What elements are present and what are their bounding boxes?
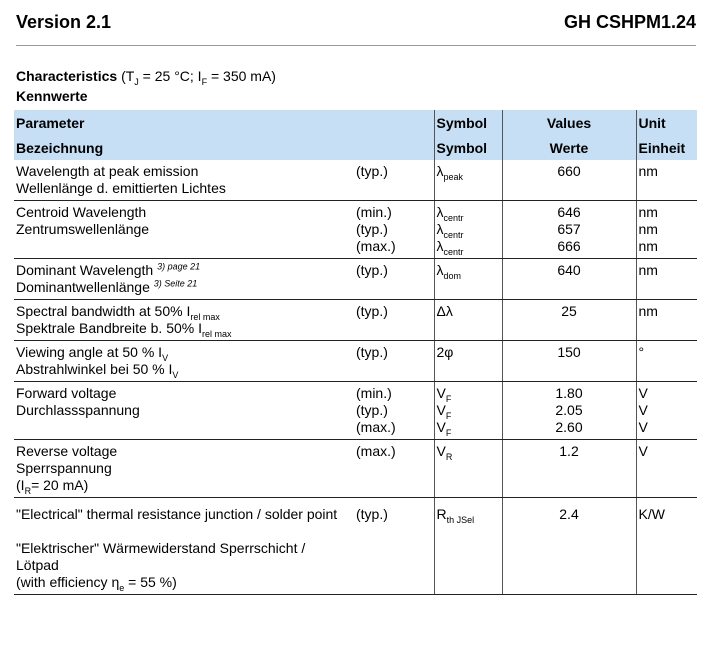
param-cell: "Electrical" thermal resistance junction / solder point "Elektrischer" Wärmewiderstand Sperrschicht / Lötpad (with efficiency $\eta_e = 55$ %) — [14, 498, 354, 595]
header-bezeichnung: Bezeichnung — [14, 135, 434, 160]
table-row — [14, 160, 697, 201]
unit-cell: nm — [636, 259, 697, 300]
unit-cell: V — [636, 440, 697, 498]
param-cell: Forward voltage Durchlassspannung — [14, 382, 354, 440]
characteristics-table — [14, 110, 697, 595]
symbol-cell: 2φ — [434, 341, 502, 382]
header-symbol-de: Symbol — [434, 135, 502, 160]
table-row — [14, 382, 697, 440]
value-cell: 1.80 2.05 2.60 — [502, 382, 636, 440]
cond-cell: (min.) (typ.) (max.) — [354, 382, 434, 440]
symbol-cell: $R_{th JSel}$ — [434, 498, 502, 595]
header-parameter: Parameter — [14, 110, 434, 135]
page-header — [16, 12, 696, 36]
section-subtitle: Kennwerte — [16, 88, 88, 104]
param-cell: Wavelength at peak emission Wellenlänge d. emittierten Lichtes — [14, 160, 354, 201]
param-cell: Reverse voltage Sperrspannung ($I_R= 20$ mA) — [14, 440, 354, 498]
part-number: GH CSHPM1.24 — [563, 12, 696, 32]
cond-cell: (typ.) — [354, 160, 434, 201]
value-cell: 646 657 666 — [502, 201, 636, 259]
symbol-cell: $V_R$ — [434, 440, 502, 498]
cond-cell: (min.) (typ.) (max.) — [354, 201, 434, 259]
cond-cell: (typ.) — [354, 259, 434, 300]
table-row — [14, 300, 697, 341]
param-cell: Viewing angle at 50 % $I_V$ Abstrahlwinkel bei 50 % $I_V$ — [14, 341, 354, 382]
value-cell: 660 — [502, 160, 636, 201]
table-header-row — [14, 135, 697, 160]
table-row — [14, 201, 697, 259]
symbol-cell: Δλ — [434, 300, 502, 341]
header-unit: Unit — [636, 110, 697, 135]
param-cell: Centroid Wavelength Zentrumswellenlänge — [14, 201, 354, 259]
section-title: Characteristics ($T_J = 25$ °C; $I_F = 350$ mA) — [16, 68, 276, 87]
table-row — [14, 259, 697, 300]
version-label: Version 2.1 — [16, 12, 112, 32]
unit-cell: ° — [636, 341, 697, 382]
header-einheit: Einheit — [636, 135, 697, 160]
table-row — [14, 440, 697, 498]
param-cell: Spectral bandwidth at 50% $I_{rel max}$ Spektrale Bandbreite b. 50% $I_{rel max}$ — [14, 300, 354, 341]
cond-cell: (typ.) — [354, 300, 434, 341]
param-cell: Dominant Wavelength $^{3) page 21}$ Dominantwellenlänge $^{3) Seite 21}$ — [14, 259, 354, 300]
unit-cell: nm — [636, 300, 697, 341]
value-cell: 1.2 — [502, 440, 636, 498]
symbol-cell: $\lambda_{dom}$ — [434, 259, 502, 300]
value-cell: 640 — [502, 259, 636, 300]
table-header-row — [14, 110, 697, 135]
cond-cell: (typ.) — [354, 498, 434, 595]
cond-cell: (max.) — [354, 440, 434, 498]
table-row — [14, 498, 697, 595]
header-symbol: Symbol — [434, 110, 502, 135]
unit-cell: V V V — [636, 382, 697, 440]
value-cell: 2.4 — [502, 498, 636, 595]
table-row — [14, 341, 697, 382]
value-cell: 150 — [502, 341, 636, 382]
unit-cell: nm nm nm — [636, 201, 697, 259]
unit-cell: K/W — [636, 498, 697, 595]
header-divider — [16, 45, 696, 46]
symbol-cell: $V_F$ $V_F$ $V_F$ — [434, 382, 502, 440]
header-values: Values — [502, 110, 636, 135]
unit-cell: nm — [636, 160, 697, 201]
header-werte: Werte — [502, 135, 636, 160]
value-cell: 25 — [502, 300, 636, 341]
symbol-cell: $\lambda_{centr}$ $\lambda_{centr}$ $\lambda_{centr}$ — [434, 201, 502, 259]
cond-cell: (typ.) — [354, 341, 434, 382]
symbol-cell: $\lambda_{peak}$ — [434, 160, 502, 201]
